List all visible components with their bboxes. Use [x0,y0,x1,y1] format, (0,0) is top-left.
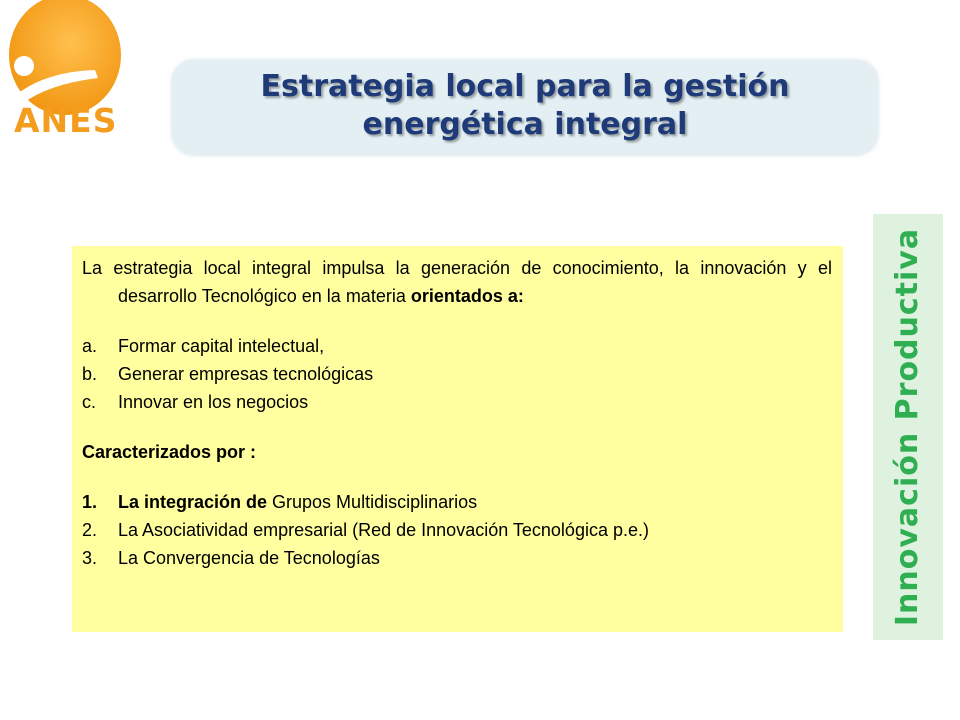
characterized-heading: Caracterizados por : [82,442,257,462]
page-title [172,68,878,144]
intro-bold-tail: orientados a: [410,286,524,306]
intro-text: La estrategia local integral impulsa la generación de conocimiento, la innovación y el desarrollo Tecnológico en la materia [82,258,832,306]
characteristic-text: Grupos Multidisciplinarios [267,492,478,512]
characteristic-item [82,516,832,544]
objective-item [82,388,832,416]
objective-text: Generar empresas tecnológicas [118,364,374,384]
characteristic-item [82,544,832,572]
objective-text: Innovar en los negocios [118,392,309,412]
title-line-2: energética integral [362,107,688,142]
title-banner [172,60,878,155]
intro-paragraph [82,254,832,310]
characteristic-bold: La integración de [118,492,268,512]
anes-logo [0,0,135,150]
characteristic-marker: 1. [82,492,98,512]
characteristic-marker: 3. [82,548,98,568]
objective-text: Formar capital intelectual, [118,336,325,356]
characteristic-text: La Convergencia de Tecnologías [118,548,380,568]
objective-marker: a. [82,336,98,356]
objective-item [82,332,832,360]
characteristic-item [82,488,832,516]
content-body [82,254,832,572]
characterized-heading-row [82,438,832,466]
objective-item [82,360,832,388]
side-label: Innovación Productiva [890,227,925,627]
objective-marker: c. [82,392,97,412]
characteristic-marker: 2. [82,520,98,540]
title-line-1: Estrategia local para la gestión [260,69,790,104]
content-box [72,246,843,632]
objective-marker: b. [82,364,98,384]
side-strip [873,214,943,640]
logo-text: ANES [14,101,118,140]
characteristic-text: La Asociatividad empresarial (Red de Innovación Tecnológica p.e.) [118,520,649,540]
